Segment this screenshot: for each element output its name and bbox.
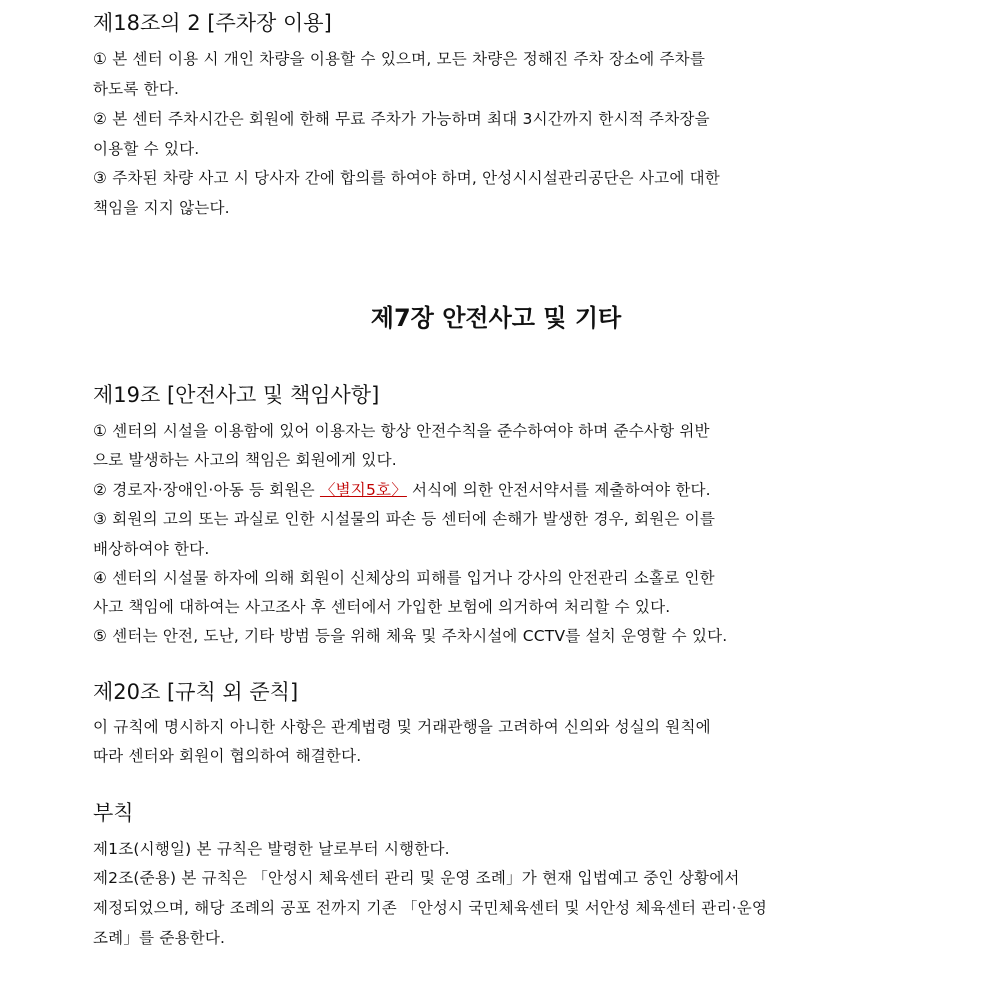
article-18-2-line-5: ③ 주차된 차량 사고 시 당사자 간에 합의를 하여야 하며, 안성시시설관리공단은 사고에 대한	[93, 169, 720, 187]
addenda-line-1: 제1조(시행일) 본 규칙은 발령한 날로부터 시행한다.	[93, 840, 450, 858]
article-19-line-6: ④ 센터의 시설물 하자에 의해 회원이 신체상의 피해를 입거나 강사의 안전관리 소홀로 인한	[93, 569, 715, 587]
appendix-5-link[interactable]: 〈별지5호〉	[319, 481, 407, 499]
addenda-line-4: 조례」를 준용한다.	[93, 929, 226, 947]
article-19-line-7: 사고 책임에 대하여는 사고조사 후 센터에서 가입한 보험에 의거하여 처리할 수 있다.	[93, 598, 671, 616]
article-19-line-8: ⑤ 센터는 안전, 도난, 기타 방범 등을 위해 체육 및 주차시설에 CCTV를 설치 운영할 수 있다.	[93, 627, 728, 645]
article-19-line-3-suffix: 서식에 의한 안전서약서를 제출하여야 한다.	[406, 481, 711, 499]
article-19-line-5: 배상하여야 한다.	[93, 540, 210, 558]
article-18-2-line-3: ② 본 센터 주차시간은 회원에 한해 무료 주차가 가능하며 최대 3시간까지 한시적 주차장을	[93, 110, 710, 128]
article-19-heading: 제19조 [안전사고 및 책임사항]	[93, 383, 380, 407]
article-20-line-2: 따라 센터와 회원이 협의하여 해결한다.	[93, 747, 362, 765]
addenda-line-2: 제2조(준용) 본 규칙은 「안성시 체육센터 관리 및 운영 조례」가 현재 입법예고 중인 상황에서	[93, 869, 740, 887]
addenda-line-3: 제정되었으며, 해당 조례의 공포 전까지 기존 「안성시 국민체육센터 및 서안성 체육센터 관리·운영	[93, 899, 768, 917]
article-18-2-line-6: 책임을 지지 않는다.	[93, 199, 230, 217]
article-19-line-3-prefix: ② 경로자·장애인·아동 등 회원은	[93, 481, 320, 499]
article-19-line-1: ① 센터의 시설을 이용함에 있어 이용자는 항상 안전수칙을 준수하여야 하며 준수사항 위반	[93, 422, 710, 440]
chapter-7-title: 제7장 안전사고 및 기타	[370, 304, 622, 332]
article-19-line-4: ③ 회원의 고의 또는 과실로 인한 시설물의 파손 등 센터에 손해가 발생한 경우, 회원은 이를	[93, 510, 716, 528]
addenda-heading: 부칙	[93, 801, 134, 825]
article-18-2-line-4: 이용할 수 있다.	[93, 140, 200, 158]
article-18-2-line-2: 하도록 한다.	[93, 80, 180, 98]
article-19-line-3	[93, 479, 711, 501]
article-18-2-heading: 제18조의 2 [주차장 이용]	[93, 11, 332, 35]
article-19-line-2: 으로 발생하는 사고의 책임은 회원에게 있다.	[93, 451, 397, 469]
article-20-line-1: 이 규칙에 명시하지 아니한 사항은 관계법령 및 거래관행을 고려하여 신의와 성실의 원칙에	[93, 718, 711, 736]
article-18-2-line-1: ① 본 센터 이용 시 개인 차량을 이용할 수 있으며, 모든 차량은 정해진 주차 장소에 주차를	[93, 50, 706, 68]
article-20-heading: 제20조 [규칙 외 준칙]	[93, 680, 299, 704]
